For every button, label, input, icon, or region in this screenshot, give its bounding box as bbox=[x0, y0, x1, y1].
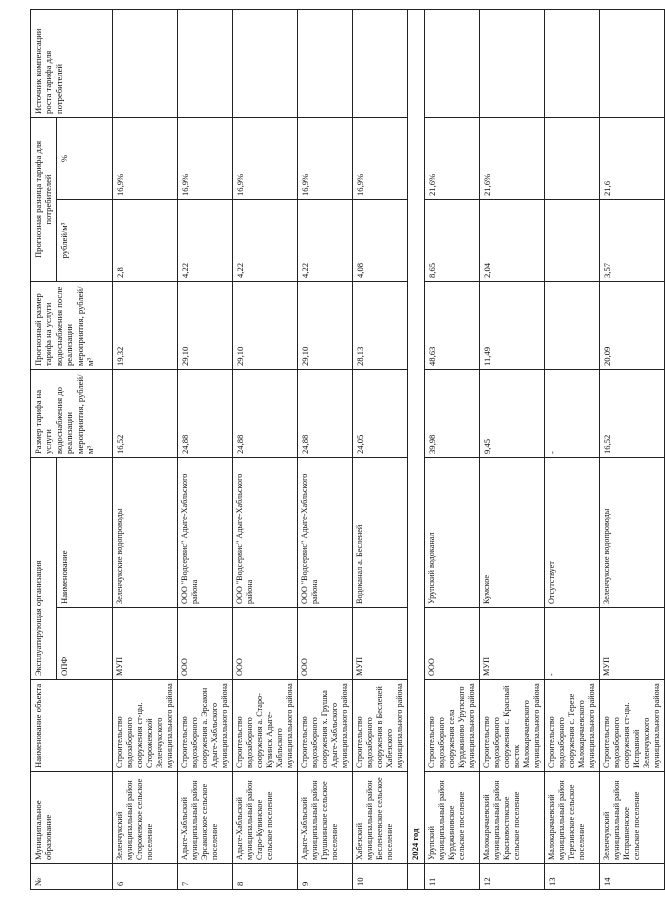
row-num: 11 bbox=[424, 864, 479, 890]
table-row bbox=[232, 9, 297, 889]
row-num: 13 bbox=[544, 864, 599, 890]
table-row bbox=[297, 9, 352, 889]
row-diff-rub: 3,57 bbox=[599, 199, 664, 281]
row-object: Строительство водозаборного сооружения а. Эрсакон Адыге-Хабльского муниципального района bbox=[177, 680, 232, 772]
table-row bbox=[177, 9, 232, 889]
row-diff-pct: 21,6% bbox=[479, 117, 544, 199]
row-municipality: Зеленчукский муниципальный район Исправненское сельское поселение bbox=[599, 772, 664, 864]
row-diff-pct: 16,9% bbox=[297, 117, 352, 199]
row-tariff-before: 39,98 bbox=[424, 369, 479, 457]
row-operator-name: Отсутствует bbox=[544, 457, 599, 607]
table-row bbox=[599, 9, 664, 889]
row-source bbox=[544, 9, 599, 117]
row-diff-rub: 4,22 bbox=[177, 199, 232, 281]
row-tariff-after: 19,32 bbox=[112, 281, 177, 369]
header-object: Наименование объекта bbox=[31, 680, 113, 772]
table-row bbox=[479, 9, 544, 889]
row-source bbox=[112, 9, 177, 117]
header-diff-pct: % bbox=[56, 117, 112, 199]
year-spacer bbox=[407, 864, 424, 890]
row-opf: МУП bbox=[112, 608, 177, 680]
row-tariff-after: 29,10 bbox=[297, 281, 352, 369]
header-tariff-before: Размер тарифа на услуги водоснабжения до реализации мероприятия, рублей/м³ bbox=[31, 369, 113, 457]
row-diff-pct: 16,9% bbox=[177, 117, 232, 199]
row-object: Строительство водозаборного сооружения с. Красный восток Малокарачаевского муниципального района bbox=[479, 680, 544, 772]
row-tariff-before: 24,88 bbox=[177, 369, 232, 457]
row-source bbox=[599, 9, 664, 117]
row-tariff-after: 28,13 bbox=[352, 281, 407, 369]
row-municipality: Малокарачаевский муниципальный район Терезинское сельское поселение bbox=[544, 772, 599, 864]
row-diff-rub bbox=[544, 199, 599, 281]
row-num: 14 bbox=[599, 864, 664, 890]
row-diff-pct: 16,9% bbox=[352, 117, 407, 199]
row-tariff-before: - bbox=[544, 369, 599, 457]
header-name: Наименование bbox=[56, 457, 112, 607]
row-operator-name: Кумское bbox=[479, 457, 544, 607]
row-opf: ООО bbox=[297, 608, 352, 680]
row-object: Строительство водозаборного сооружения в Бесленей Хабезского муниципального района bbox=[352, 680, 407, 772]
row-object: Строительство водозаборного сооружения ст-цы. Сторожевской Зеленчукского муниципального района bbox=[112, 680, 177, 772]
row-diff-rub: 2,04 bbox=[479, 199, 544, 281]
header-operator: Эксплуатирующая организация bbox=[31, 457, 57, 679]
row-diff-rub: 8,65 bbox=[424, 199, 479, 281]
row-num: 12 bbox=[479, 864, 544, 890]
row-opf: ООО bbox=[424, 608, 479, 680]
row-diff-pct: 21,6% bbox=[424, 117, 479, 199]
row-object: Строительство водозаборного сооружения х. Грушка Адыге-Хабльского муниципального района bbox=[297, 680, 352, 772]
row-tariff-after: 29,10 bbox=[177, 281, 232, 369]
row-municipality: Адыге-Хабльский муниципальный район Эрсаконское сельское поселение bbox=[177, 772, 232, 864]
row-num: 10 bbox=[352, 864, 407, 890]
row-tariff-after: 11,49 bbox=[479, 281, 544, 369]
row-operator-name: ООО "Водсервис" Адыге-Хабльского района bbox=[177, 457, 232, 607]
header-source: Источник компенсации роста тарифа для потребителей bbox=[31, 9, 113, 117]
header-opf: ОПФ bbox=[56, 608, 112, 680]
row-num: 6 bbox=[112, 864, 177, 890]
row-diff-rub: 4,22 bbox=[232, 199, 297, 281]
row-operator-name: Зеленчукские водопроводы bbox=[112, 457, 177, 607]
row-object: Строительство водозаборного сооружения а. Старо-Кувинск Адыге-Хабльского муниципального района bbox=[232, 680, 297, 772]
header-diff-rub: рублей/м³ bbox=[56, 199, 112, 281]
row-opf: ООО bbox=[232, 608, 297, 680]
row-tariff-before: 9,45 bbox=[479, 369, 544, 457]
row-num: 7 bbox=[177, 864, 232, 890]
table-row bbox=[112, 9, 177, 889]
row-source bbox=[232, 9, 297, 117]
table-row bbox=[544, 9, 599, 889]
header-municipality: Муниципальное образование bbox=[31, 772, 113, 864]
row-object: Строительство водозаборного сооружения села Курджиново Урупского муниципального района bbox=[424, 680, 479, 772]
row-municipality: Хабезский муниципальный район Бесленеевское сельское поселение bbox=[352, 772, 407, 864]
row-opf: МУП bbox=[352, 608, 407, 680]
row-tariff-after: 20,09 bbox=[599, 281, 664, 369]
row-operator-name: ООО "Водсервис" Адыге-Хабльского района bbox=[232, 457, 297, 607]
row-tariff-after: 48,63 bbox=[424, 281, 479, 369]
row-tariff-after bbox=[544, 281, 599, 369]
header-diff: Прогнозная разница тарифа для потребителей bbox=[31, 117, 57, 281]
row-source bbox=[479, 9, 544, 117]
row-operator-name: Водоканал а. Бесленей bbox=[352, 457, 407, 607]
row-diff-pct: 21,6 bbox=[599, 117, 664, 199]
row-municipality: Адыге-Хабльский муниципальный район Грушкинское сельское поселение bbox=[297, 772, 352, 864]
document-page bbox=[30, 10, 661, 890]
row-tariff-before: 16,52 bbox=[112, 369, 177, 457]
row-municipality: Урупский муниципальный район Курджиновское сельское поселение bbox=[424, 772, 479, 864]
row-diff-rub: 4,08 bbox=[352, 199, 407, 281]
row-municipality: Зеленчукский муниципальный район Сторожевское сельское поселение bbox=[112, 772, 177, 864]
row-diff-pct bbox=[544, 117, 599, 199]
header-tariff-after: Прогнозный размер тарифа на услуги водоснабжения после реализации мероприятия, рублей/м³ bbox=[31, 281, 113, 369]
row-opf: ООО bbox=[177, 608, 232, 680]
row-opf: МУП bbox=[479, 608, 544, 680]
row-operator-name: Зеленчукские водопроводы bbox=[599, 457, 664, 607]
year-label: 2024 год bbox=[407, 9, 424, 863]
row-operator-name: Урупский водоканал bbox=[424, 457, 479, 607]
header-num: № bbox=[31, 864, 113, 890]
row-municipality: Адыге-Хабльский муниципальный район Старо-Кувинское сельское поселение bbox=[232, 772, 297, 864]
tariff-table bbox=[30, 9, 665, 890]
row-tariff-before: 24,88 bbox=[232, 369, 297, 457]
row-source bbox=[177, 9, 232, 117]
row-num: 8 bbox=[232, 864, 297, 890]
row-diff-pct: 16,9% bbox=[232, 117, 297, 199]
table-row bbox=[352, 9, 407, 889]
row-object: Строительство водозаборного сооружения с. Терезе Малокарачаевского муниципального района bbox=[544, 680, 599, 772]
row-tariff-before: 24,05 bbox=[352, 369, 407, 457]
row-tariff-before: 24,88 bbox=[297, 369, 352, 457]
row-source bbox=[424, 9, 479, 117]
row-opf: МУП bbox=[599, 608, 664, 680]
row-municipality: Малокарачаевский муниципальный район Красновостокское сельское поселение bbox=[479, 772, 544, 864]
table-row bbox=[424, 9, 479, 889]
row-source bbox=[352, 9, 407, 117]
row-diff-rub: 4,22 bbox=[297, 199, 352, 281]
row-diff-rub: 2,8 bbox=[112, 199, 177, 281]
row-object: Строительство водозаборного сооружения ст-цы. Исправной Зеленчукского муниципального района bbox=[599, 680, 664, 772]
row-tariff-after: 29,10 bbox=[232, 281, 297, 369]
row-operator-name: ООО "Водсервис" Адыге-Хабльского района bbox=[297, 457, 352, 607]
row-opf: - bbox=[544, 608, 599, 680]
row-diff-pct: 16,9% bbox=[112, 117, 177, 199]
row-tariff-before: 16,52 bbox=[599, 369, 664, 457]
row-num: 9 bbox=[297, 864, 352, 890]
row-source bbox=[297, 9, 352, 117]
